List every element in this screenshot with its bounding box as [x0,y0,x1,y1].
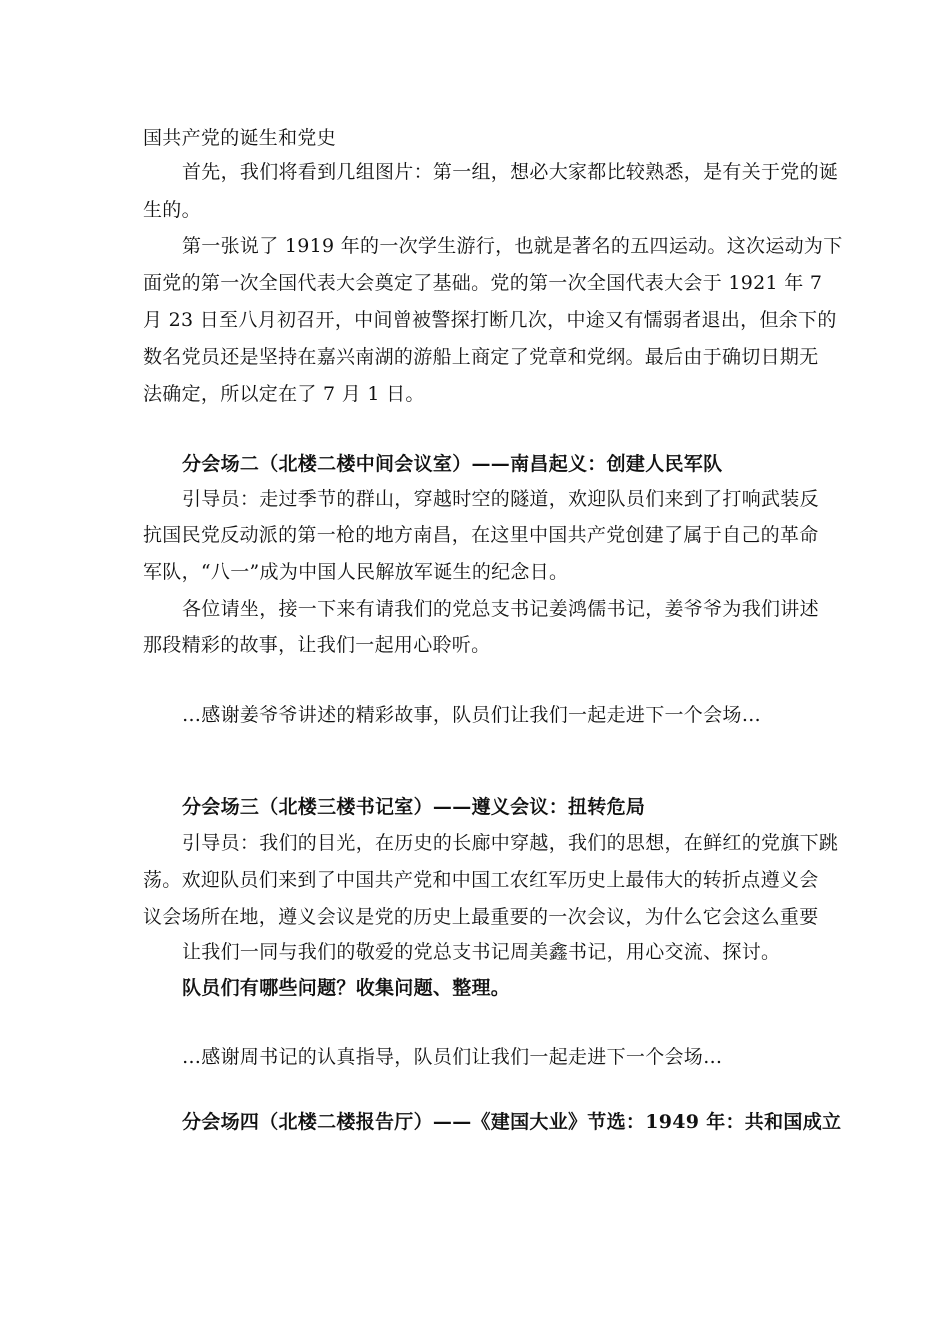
text-line-1: 国共产党的诞生和党史 [143,127,337,149]
text-line-19: 议会场所在地，遵义会议是党的历史上最重要的一次会议，为什么它会这么重要 [143,906,819,928]
text-line-6: 月 23 日至八月初召开，中间曾被警探打断几次，中途又有懦弱者退出，但余下的 [143,309,837,331]
text-line-13: 各位请坐，接一下来有请我们的党总支书记姜鸿儒书记，姜爷爷为我们讲述 [182,598,819,620]
text-line-12: 军队，“八一”成为中国人民解放军诞生的纪念日。 [143,561,569,583]
section-heading-2: 分会场二（北楼二楼中间会议室）——南昌起义：创建人民军队 [182,453,723,475]
text-line-5: 面党的第一次全国代表大会奠定了基础。党的第一次全国代表大会于 1921 年 7 [143,272,823,294]
text-line-10: 引导员：走过季节的群山，穿越时空的隧道，欢迎队员们来到了打响武装反 [182,488,819,510]
text-line-22: …感谢周书记的认真指导，队员们让我们一起走进下一个会场… [182,1046,723,1068]
text-line-7: 数名党员还是坚持在嘉兴南湖的游船上商定了党章和党纲。最后由于确切日期无 [143,346,819,368]
text-line-21: 队员们有哪些问题？收集问题、整理。 [182,977,511,999]
text-line-17: 引导员：我们的目光，在历史的长廊中穿越，我们的思想，在鲜红的党旗下跳 [182,832,839,854]
text-line-2: 首先，我们将看到几组图片：第一组，想必大家都比较熟悉，是有关于党的诞 [182,161,839,183]
section-heading-3: 分会场三（北楼三楼书记室）——遵义会议：扭转危局 [182,796,646,818]
text-line-20: 让我们一同与我们的敬爱的党总支书记周美鑫书记，用心交流、探讨。 [182,941,781,963]
text-line-3: 生的。 [143,199,201,221]
section-heading-4: 分会场四（北楼二楼报告厅）——《建国大业》节选：1949 年：共和国成立 [182,1111,842,1133]
text-line-11: 抗国民党反动派的第一枪的地方南昌，在这里中国共产党创建了属于自己的革命 [143,524,819,546]
text-line-4: 第一张说了 1919 年的一次学生游行，也就是著名的五四运动。这次运动为下 [182,235,843,257]
text-line-14: 那段精彩的故事，让我们一起用心聆听。 [143,634,491,656]
text-line-18: 荡。欢迎队员们来到了中国共产党和中国工农红军历史上最伟大的转折点遵义会 [143,869,819,891]
text-line-8: 法确定，所以定在了 7 月 1 日。 [143,383,425,405]
text-line-15: …感谢姜爷爷讲述的精彩故事，队员们让我们一起走进下一个会场… [182,704,762,726]
